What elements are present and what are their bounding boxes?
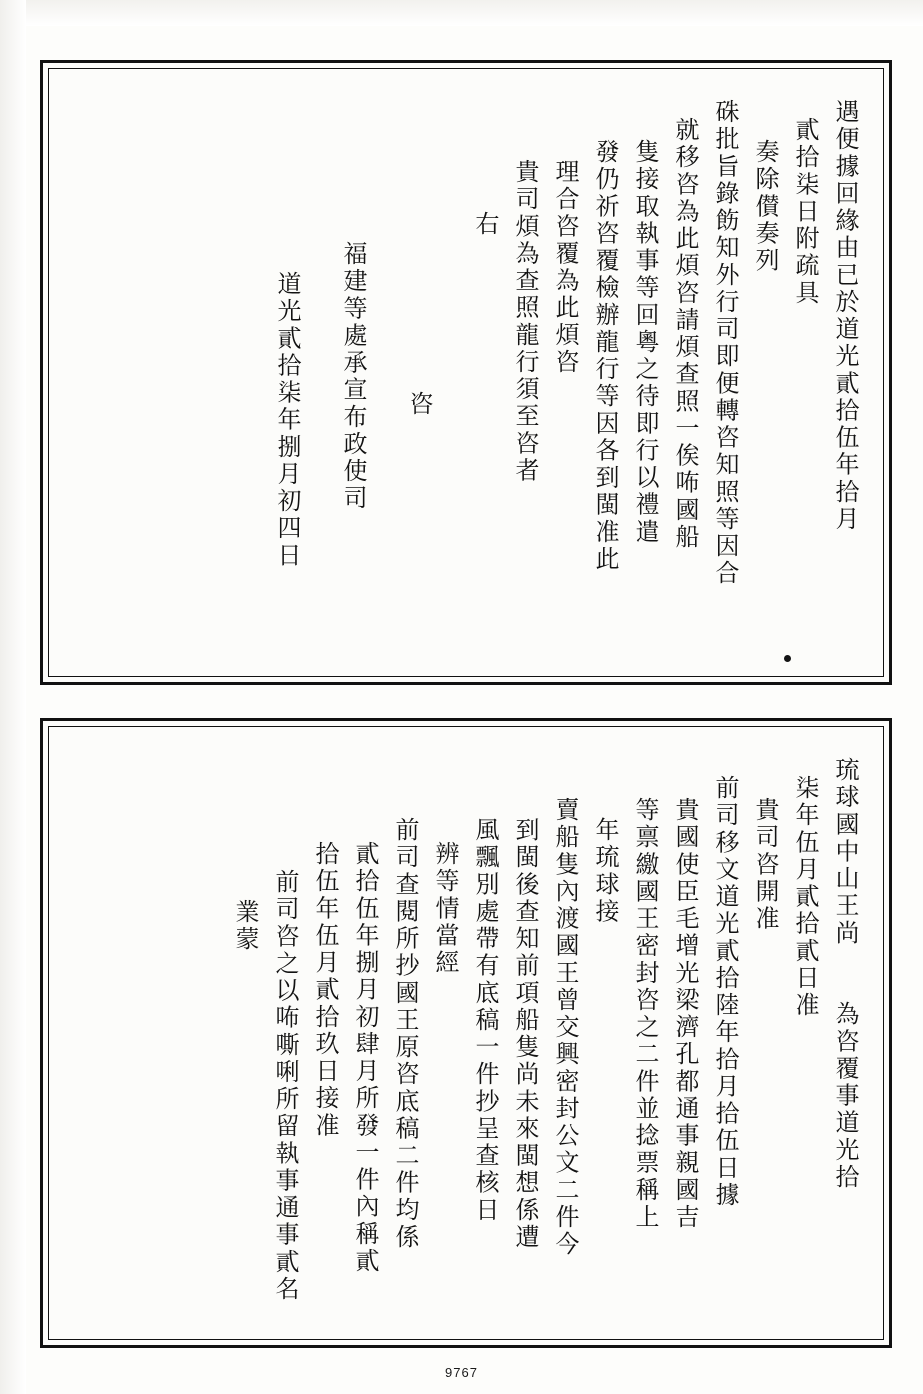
text-column: 等禀繳國王密封咨之二件並捻票稱上 (631, 797, 659, 1231)
page-number: 9767 (444, 1365, 479, 1380)
text-column: 理合咨覆為此煩咨 (551, 159, 579, 376)
lower-document-frame (48, 726, 884, 1340)
page-edge-shading-top (0, 0, 923, 26)
text-column: 貴司煩為查照龍行須至咨者 (511, 159, 539, 485)
text-column: 隻接取執事等回粵之待即行以禮遣 (631, 139, 659, 546)
text-column: 到閩後查知前項船隻尚未來閩想係遭 (511, 817, 539, 1251)
text-column: 發仍祈咨覆檢辦龍行等因各到閩准此 (591, 139, 619, 573)
text-column: 風飄別處帶有底稿一件抄呈查核日 (471, 817, 499, 1224)
upper-document-frame (48, 68, 884, 677)
page-edge-shading-left (0, 0, 26, 1394)
text-column: 琉球國中山王尚 為咨覆事道光拾 (831, 757, 859, 1191)
text-column: 硃批旨錄飭知外行司即便轉咨知照等因合 (711, 99, 739, 588)
lower-document-columns (49, 727, 883, 1339)
text-column: 賣船隻內渡國王曾交興密封公文二件今 (551, 797, 579, 1259)
text-column: 奏除儧奏列 (751, 139, 779, 275)
text-column: 拾伍年伍月貳拾玖日接准 (311, 841, 339, 1140)
text-column: 業蒙 (231, 899, 259, 954)
upper-document-columns (49, 69, 883, 676)
ink-mark (784, 655, 791, 662)
text-column: 前司查閱所抄國王原咨底稿二件均係 (391, 817, 419, 1251)
lower-document-image (40, 718, 892, 1348)
text-column: 前司移文道光貳拾陸年拾月拾伍日據 (711, 775, 739, 1209)
text-column: 柒年伍月貳拾貳日准 (791, 775, 819, 1020)
text-column: 貳拾柒日附疏具 (791, 117, 819, 307)
text-column: 辨等情當經 (431, 841, 459, 977)
upper-document-image (40, 60, 892, 685)
text-column: 前司咨之以咘嘶唎所留執事通事貳名 (271, 869, 299, 1303)
text-column: 福建等處承宣布政使司 (339, 241, 367, 513)
text-column: 道光貳拾柒年捌月初四日 (273, 271, 301, 570)
text-column: 貳拾伍年捌月初肆月所發一件內稱貳 (351, 841, 379, 1275)
text-column: 咨 (405, 391, 433, 419)
text-column: 右 (471, 211, 499, 239)
text-column: 貴國使臣毛增光梁濟孔都通事親國吉 (671, 797, 699, 1231)
text-column: 遇便據回緣由已於道光貳拾伍年拾月 (831, 99, 859, 533)
text-column: 貴司咨開准 (751, 797, 779, 933)
text-column: 就移咨為此煩咨請煩查照一俟咘國船 (671, 117, 699, 551)
text-column: 年琉球接 (591, 817, 619, 926)
